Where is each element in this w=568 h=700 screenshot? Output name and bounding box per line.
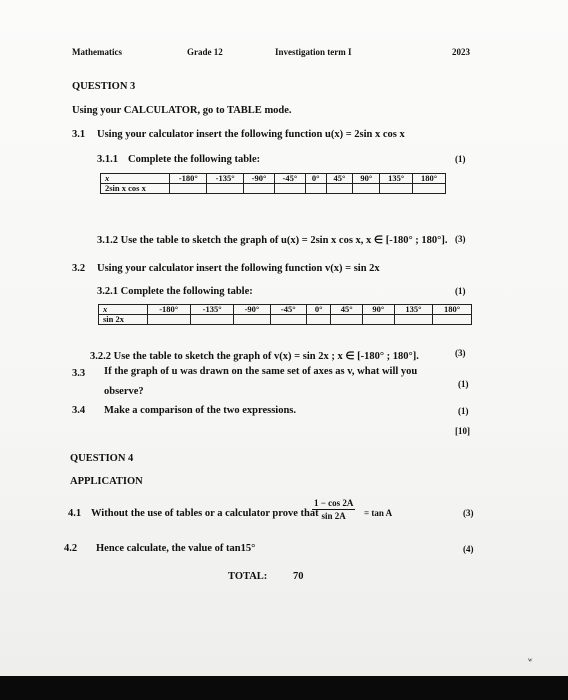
question-3-4-mark: (1): [458, 406, 469, 416]
question-4-title: QUESTION 4: [70, 453, 134, 464]
angle-header-cell: 0°: [306, 305, 330, 315]
question-4-1-text: Without the use of tables or a calculator prove that: [91, 508, 319, 519]
value-cell-empty[interactable]: [244, 184, 275, 194]
question-3-1-number: 3.1: [72, 129, 86, 140]
question-4-subtitle: APPLICATION: [70, 476, 143, 487]
value-cell-empty[interactable]: [207, 184, 244, 194]
question-3-1-1-text: Complete the following table:: [128, 154, 261, 165]
angle-header-cell: 135°: [394, 305, 433, 315]
angle-header-cell: 90°: [363, 305, 395, 315]
header-year: 2023: [452, 47, 470, 57]
question-3-3-number: 3.3: [72, 368, 86, 379]
question-4-2-text: Hence calculate, the value of tan15°: [96, 543, 256, 554]
fraction-denominator: sin 2A: [321, 511, 346, 521]
angle-header-cell: -45°: [270, 305, 306, 315]
question-4-2-number: 4.2: [64, 543, 78, 554]
value-cell-empty[interactable]: [394, 315, 433, 325]
value-cell-empty[interactable]: [305, 184, 326, 194]
table-row: [101, 174, 446, 184]
value-cell-empty[interactable]: [433, 315, 472, 325]
question-4-1-number: 4.1: [68, 508, 82, 519]
question-3-1-1-number: 3.1.1: [97, 154, 118, 165]
total-value: 70: [293, 571, 304, 582]
question-3-4-number: 3.4: [72, 405, 86, 416]
question-3-title: QUESTION 3: [72, 81, 136, 92]
value-cell-empty[interactable]: [190, 315, 233, 325]
question-4-1-mark: (3): [463, 508, 474, 518]
table-row: [99, 315, 472, 325]
angle-header-cell: 0°: [305, 174, 326, 184]
angle-header-cell: -135°: [190, 305, 233, 315]
question-3-2-1-mark: (1): [455, 286, 466, 296]
value-cell-empty[interactable]: [326, 184, 353, 194]
angle-header-cell: 180°: [433, 305, 472, 315]
question-3-2-1-text: 3.2.1 Complete the following table:: [97, 286, 253, 297]
table-u-values: [100, 173, 446, 194]
angle-header-cell: 45°: [326, 174, 353, 184]
header-task: Investigation term I: [275, 47, 352, 57]
question-3-2-text: Using your calculator insert the following function v(x) = sin 2x: [97, 263, 380, 274]
pen-mark: ʷ: [528, 656, 533, 667]
value-cell-empty[interactable]: [147, 315, 190, 325]
angle-header-cell: 90°: [353, 174, 380, 184]
question-4-2-mark: (4): [463, 544, 474, 554]
angle-header-cell: 135°: [380, 174, 413, 184]
identity-rhs: = tan A: [364, 508, 393, 518]
identity-fraction: [312, 498, 355, 521]
value-cell-empty[interactable]: [380, 184, 413, 194]
header-grade: Grade 12: [187, 47, 223, 57]
angle-header-cell: -90°: [244, 174, 275, 184]
angle-header-cell: -180°: [170, 174, 207, 184]
angle-header-cell: 45°: [331, 305, 363, 315]
value-cell-empty[interactable]: [234, 315, 270, 325]
table-row: [101, 184, 446, 194]
table-v-values: [98, 304, 472, 325]
question-3-intro: Using your CALCULATOR, go to TABLE mode.: [72, 105, 292, 116]
angle-header-cell: -45°: [274, 174, 305, 184]
question-3-2-2-text: 3.2.2 Use the table to sketch the graph of v(x) = sin 2x ; x ∈ [-180° ; 180°].: [90, 351, 419, 362]
question-3-2-number: 3.2: [72, 263, 86, 274]
bottom-bar: [0, 676, 568, 700]
question-3-1-1-mark: (1): [455, 154, 466, 164]
question-3-3-mark: (1): [458, 379, 469, 389]
question-3-3-text-line1: If the graph of u was drawn on the same set of axes as v, what will you: [104, 366, 418, 377]
value-cell-empty[interactable]: [353, 184, 380, 194]
function-label-cell: sin 2x: [99, 315, 148, 325]
question-3-1-text: Using your calculator insert the following function u(x) = 2sin x cos x: [97, 129, 405, 140]
value-cell-empty[interactable]: [170, 184, 207, 194]
value-cell-empty[interactable]: [363, 315, 395, 325]
fraction-numerator: 1 − cos 2A: [314, 498, 354, 508]
x-label-cell: x: [101, 174, 170, 184]
question-3-4-text: Make a comparison of the two expressions.: [104, 405, 297, 416]
question-3-1-2-text: 3.1.2 Use the table to sketch the graph of u(x) = 2sin x cos x, x ∈ [-180° ; 180°].: [97, 235, 448, 246]
table-row: [99, 305, 472, 315]
value-cell-empty[interactable]: [306, 315, 330, 325]
total-label: TOTAL:: [228, 571, 268, 582]
value-cell-empty[interactable]: [274, 184, 305, 194]
value-cell-empty[interactable]: [270, 315, 306, 325]
value-cell-empty[interactable]: [413, 184, 446, 194]
x-label-cell: x: [99, 305, 148, 315]
angle-header-cell: 180°: [413, 174, 446, 184]
question-3-1-2-mark: (3): [455, 234, 466, 244]
angle-header-cell: -135°: [207, 174, 244, 184]
header-subject: Mathematics: [72, 47, 122, 57]
value-cell-empty[interactable]: [331, 315, 363, 325]
angle-header-cell: -90°: [234, 305, 270, 315]
question-3-total-mark: [10]: [455, 426, 470, 436]
question-3-3-text-line2: observe?: [104, 386, 144, 397]
function-label-cell: 2sin x cos x: [101, 184, 170, 194]
question-3-2-2-mark: (3): [455, 348, 466, 358]
angle-header-cell: -180°: [147, 305, 190, 315]
